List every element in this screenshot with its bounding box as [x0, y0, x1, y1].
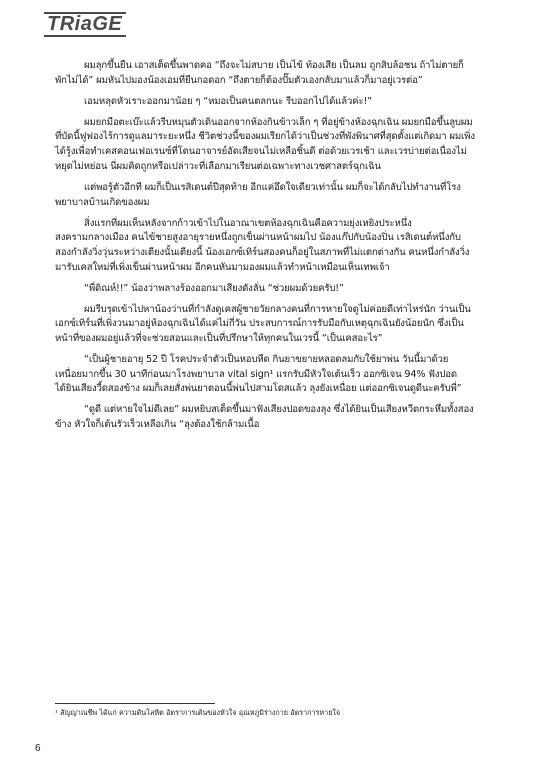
footnote: ¹ สัญญาณชีพ ได้แก่ ความดันโลหิต อัตราการเต้นของหัวใจ อุณหภูมิร่างกาย อัตราการหายใจ — [55, 708, 341, 717]
footnote-divider — [55, 703, 215, 704]
paragraph: แต่พอรู้ตัวอีกที ผมก็เป็นเรสิเดนต์ปีสุดท้าย อีกแค่อึดใจเดียวเท่านั้น ผมก็จะได้กลับไปทำงานที่โรงพยาบาลบ้านเกิดของผม — [55, 181, 461, 208]
page-number: 6 — [35, 743, 41, 754]
paragraph: “พี่ดิณห์!!” น้องว่าพลางร้องออกมาเสียงดังลั่น “ช่วยผมด้วยครับ!” — [84, 282, 344, 294]
triage-logo: TRiaGE — [44, 12, 126, 37]
paragraph: “เป็นผู้ชายอายุ 52 ปี โรคประจำตัวเป็นหอบหืด กินยาขยายหลอดลมกับใช้ยาพ่น วันนี้มาด้วยเหนื่อยมากขึ้น 30 นาทีก่อนมาโรงพยาบาล vital sign¹ แรกรับมีหัวใจเต้นเร็ว ออกซิเจน 94% ฟังปอดได้ยินเสียงวี้ดสองข้าง ผมก็เลยสั่งพ่นยาตอนนี้พ่นไปสามโดสแล้ว ลุงยังเหนื่อย แต่ออกซิเจนดูดีนะครับพี่” — [55, 354, 462, 395]
paragraph: เอมหลุดหัวเราะออกมาน้อย ๆ “หมอเป็นคนตลกนะ รีบออกไปได้แล้วค่ะ!” — [84, 95, 372, 107]
paragraph: ผมลุกขึ้นยืน เอาสเต็ดขึ้นพาดคอ “ถึงจะไม่สบาย เป็นไข้ ท้องเสีย เป็นลม ถูกสิบล้อชน ถ้าไม่ตายก็พักไม่ได้” ผมหันไปมองน้องเอมที่ยืนกอดอก “ถึงตายก็ต้องปั๊มตัวเองกลับมาแล้วก็มาอยู่เวรต่อ” — [55, 60, 464, 86]
paragraph: ผมรีบรุดเข้าไปหาน้องว่านที่กำลังดูเคสผู้ชายวัยกลางคนที่การหายใจดูไม่ค่อยดีเท่าไหร่นัก ว่านเป็นเอกซ์เทิร์นที่เพิ่งวนมาอยู่ห้องฉุกเฉินได้แค่ไม่กี่วัน ประสบการณ์การรับมือกับเหตุฉุกเฉินยังน้อยนัก ซึ่งเป็นหน้าที่ของผมอยู่แล้วที่จะช่วยสอนและเป็นที่ปรึกษาให้ทุกคนในเวรนี้ “เป็นเคสอะไร” — [55, 303, 471, 345]
paragraph: “ดูดี แต่หายใจไม่ดีเลย” ผมหยิบสเต็ดขึ้นมาฟังเสียงปอดของลุง ซึ่งได้ยินเป็นเสียงหวีดกระหึ่มทั้งสองข้าง หัวใจก็เต้นรัวเร็วเหลือเกิน “ลุงต้องใช้กล้ามเนื้อ — [55, 404, 474, 431]
paragraph: สิ่งแรกที่ผมเห็นหลังจากก้าวเข้าไปในอาณาเขตห้องฉุกเฉินคือความยุ่งเหยิงประหนึ่งสงครามกลางเมือง คนไข้ชายสูงอายุรายหนึ่งถูกเข็นผ่านหน้าผมไป น้องแก๊ปกับน้องปิ่น เรสิเดนต์หนึ่งกับสองกำลังวิ่งวุ่นระหว่างเตียงนั้นเตียงนี้ น้องเอกซ์เทิร์นสองคนก็อยู่ในสภาพที่ไม่แตกต่างกัน คนหนึ่งกำลังวิ่งมารับเคสใหม่ที่เพิ่งเข็นผ่านหน้าผม อีกคนหันมามองผมแล้วทำหน้าเหมือนเห็นเทพเจ้า — [55, 217, 470, 273]
page-body — [55, 59, 475, 439]
paragraph: ผมยกมือตะเบ๊ะแล้วรีบหมุนตัวเดินออกจากห้องกินข้าวเล็ก ๆ ที่อยู่ข้างห้องฉุกเฉิน ผมยกมือขึ้นลูบผมที่บัดนี้ฟูฟองไร้การดูแลมาระยะหนึ่ง ชีวิตช่วงนี้ของผมเรียกได้ว่าเป็นช่วงที่พังพินาศที่สุดตั้งแต่เกิดมา ผมเพิ่งได้รู้งเพื่อทำเคสคอนเฟอเรนซ์ที่โดนอาจารย์อัดเสียจนไม่เหลือชิ้นดี ต่อด้วยเวรเช้า และเวรบ่ายต่อเนื่องไม่หยุดไม่หย่อน นี่ผมคิดถูกหรือเปล่าวะที่เลือกมาเรียนต่อเฉพาะทางเวชศาสตร์ฉุกเฉิน — [55, 116, 475, 172]
